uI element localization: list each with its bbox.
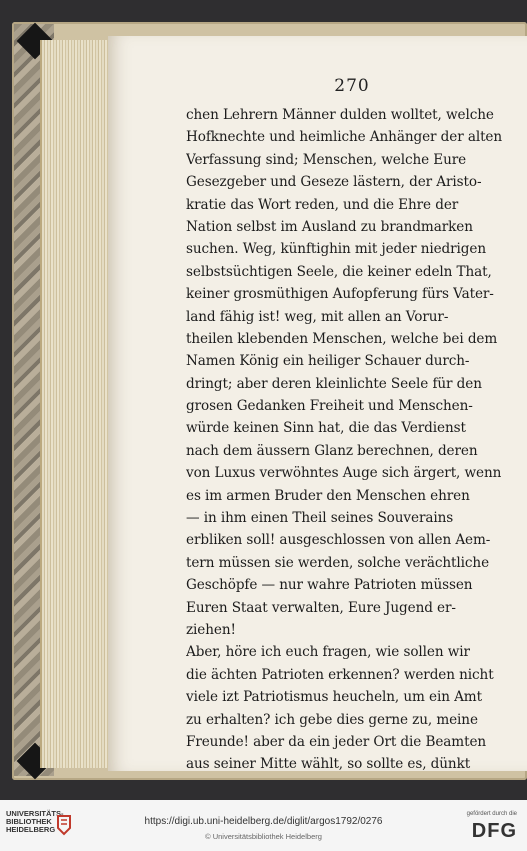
text-line: selbstsüchtigen Seele, die keiner edeln That,	[186, 263, 492, 280]
text-line: zu erhalten? ich gebe dies gerne zu, meine	[186, 711, 478, 728]
permalink-url[interactable]: https://digi.ub.uni-heidelberg.de/diglit/argos1792/0276	[144, 816, 383, 827]
page-edges	[40, 40, 116, 768]
text-line: Aber, höre ich euch fragen, wie sollen wir	[186, 644, 470, 661]
text-line: Verfassung sind; Menschen, welche Eure	[186, 151, 467, 168]
text-line: Nation selbst im Ausland zu brandmarken	[186, 218, 473, 235]
library-name-line: HEIDELBERG	[6, 825, 56, 834]
text-line: grosen Gedanken Freiheit und Menschen-	[186, 398, 473, 415]
text-line: theilen klebenden Menschen, welche bei dem	[186, 330, 498, 347]
text-line: würde keinen Sinn hat, die das Verdienst	[186, 420, 466, 437]
text-line: es im armen Bruder den Menschen ehren	[186, 487, 470, 504]
text-line: erbliken soll! ausgeschlossen von allen Aem-	[186, 532, 491, 549]
text-line: nach dem äussern Glanz berechnen, deren	[186, 442, 478, 459]
text-line: die ächten Patrioten erkennen? werden nicht	[186, 666, 494, 683]
copyright-notice: © Universitätsbibliothek Heidelberg	[205, 832, 322, 841]
text-line: dringt; aber deren kleinlichte Seele für den	[186, 375, 482, 392]
text-line: Freunde! aber da ein jeder Ort die Beamten	[186, 733, 487, 750]
library-name-line: BIBLIOTHEK	[6, 817, 52, 826]
text-line: land fähig ist! weg, mit allen an Vorur-	[186, 308, 449, 325]
text-line: suchen. Weg, künftighin mit jeder niedrigen	[186, 241, 487, 258]
dfg-logo[interactable]: DFG	[471, 820, 517, 842]
funding-caption: gefördert durch die	[466, 811, 517, 817]
text-line: kratie das Wort reden, und die Ehre der	[186, 196, 459, 213]
viewer-footer	[0, 800, 527, 851]
text-line: keiner grosmüthigen Aufopferung fürs Vater-	[186, 286, 494, 303]
text-line: von Luxus verwöhntes Auge sich ärgert, wenn	[186, 465, 502, 482]
text-line: ziehen!	[186, 621, 236, 638]
text-line: Hofknechte und heimliche Anhänger der alten	[186, 129, 503, 146]
text-line: Euren Staat verwalten, Eure Jugend er-	[186, 599, 456, 616]
text-line: tern müssen sie werden, solche verächtliche	[186, 554, 490, 571]
text-line: chen Lehrern Männer dulden wolltet, welche	[186, 107, 494, 123]
text-line: aus seiner Mitte wählt, so sollte es, dünkt	[186, 756, 471, 773]
text-line: Namen König ein heiliger Schauer durch-	[186, 353, 470, 370]
page-text	[186, 104, 504, 776]
page-number: 270	[334, 76, 370, 96]
text-line: — in ihm einen Theil seines Souverains	[186, 510, 454, 527]
text-line: Geschöpfe — nur wahre Patrioten müssen	[186, 577, 473, 594]
text-line: viele izt Patriotismus heucheln, um ein Amt	[186, 689, 482, 706]
library-name-line: UNIVERSITÄTS-	[6, 809, 64, 818]
text-line: Gesezgeber und Geseze lästern, der Aristo-	[186, 174, 482, 191]
